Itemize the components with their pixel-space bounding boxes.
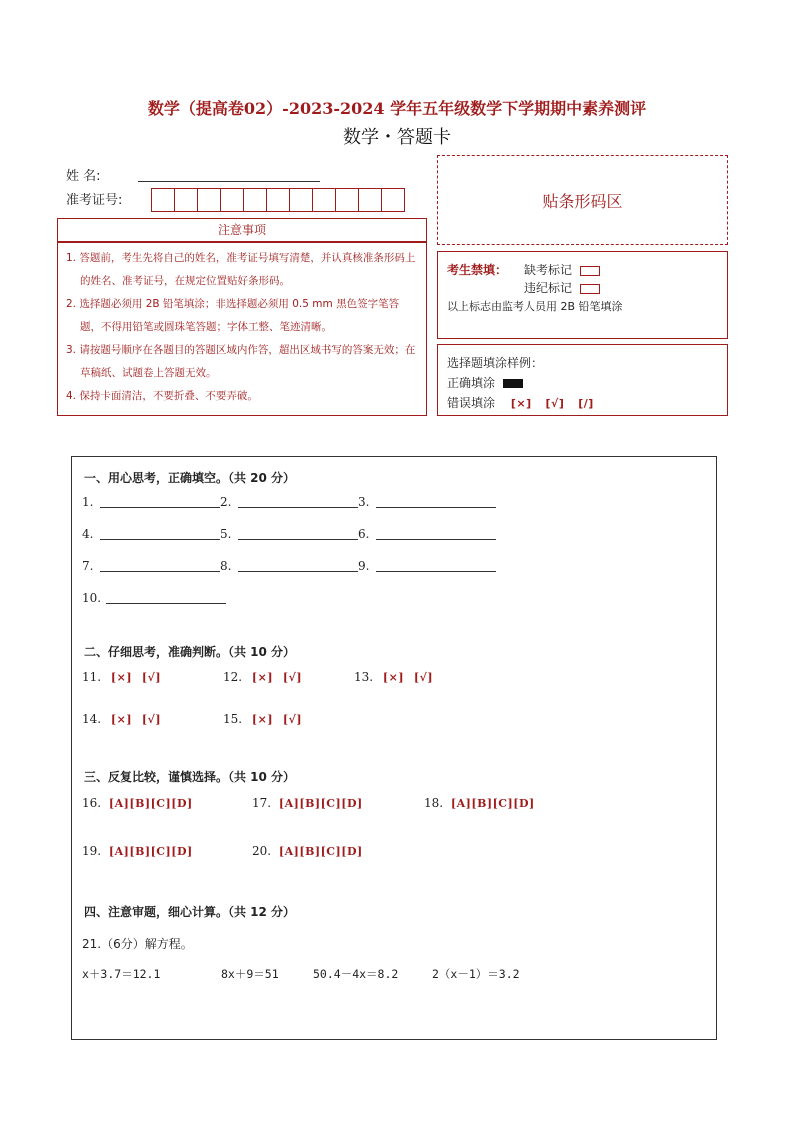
wrong-mark-check: [√] <box>545 397 565 410</box>
judge-item-12 <box>223 670 302 684</box>
item-number: 3. <box>358 495 370 509</box>
fill-item-10 <box>82 591 101 605</box>
judge-item-13 <box>354 670 433 684</box>
answer-blank[interactable] <box>106 591 226 604</box>
id-label: 准考证号: <box>66 193 123 208</box>
choice-item-20 <box>252 844 363 858</box>
forbidden-note: 以上标志由监考人员用 2B 铅笔填涂 <box>447 300 623 313</box>
section-4-title: 四、注意审题，细心计算。（共 12 分） <box>84 905 296 919</box>
option-right[interactable]: [√] <box>141 713 162 726</box>
item-number: 19. <box>82 844 102 858</box>
fill-item-8 <box>220 559 231 573</box>
judge-item-14 <box>82 712 161 726</box>
section-3-title: 三、反复比较，谨慎选择。（共 10 分） <box>84 770 296 784</box>
id-digit-box[interactable] <box>243 188 267 212</box>
id-digit-box[interactable] <box>151 188 175 212</box>
item-number: 5. <box>220 527 232 541</box>
violation-mark-row <box>524 279 600 296</box>
equation-4: 2（x－1）＝3.2 <box>432 967 520 981</box>
fill-item-7 <box>82 559 93 573</box>
choice-options[interactable]: [A][B][C][D] <box>450 797 535 810</box>
filled-block-sample <box>503 379 523 388</box>
fill-example-heading: 选择题填涂样例： <box>447 356 544 370</box>
choice-item-16 <box>82 796 193 810</box>
violation-mark-box[interactable] <box>580 284 600 294</box>
option-right[interactable]: [√] <box>141 671 162 684</box>
notice-item: 4. 保持卡面清洁，不要折叠、不要弄破。 <box>66 390 258 402</box>
choice-options[interactable]: [A][B][C][D] <box>108 797 193 810</box>
choice-item-19 <box>82 844 193 858</box>
item-number: 1. <box>82 495 94 509</box>
answer-blank[interactable] <box>376 559 496 572</box>
option-wrong[interactable]: [×] <box>251 713 274 726</box>
name-field[interactable] <box>138 180 320 182</box>
item-number: 7. <box>82 559 94 573</box>
choice-options[interactable]: [A][B][C][D] <box>108 845 193 858</box>
fill-item-6 <box>358 527 369 541</box>
item-number: 14. <box>82 712 102 726</box>
barcode-area-label: 贴条形码区 <box>542 191 623 211</box>
section-2-title: 二、仔细思考，准确判断。（共 10 分） <box>84 645 296 659</box>
fill-item-3 <box>358 495 369 509</box>
fill-example-box <box>437 344 728 416</box>
exam-title: 数学（提高卷02）-2023-2024 学年五年级数学下学期期中素养测评 <box>147 99 647 118</box>
item-number: 11. <box>82 670 102 684</box>
item-number: 17. <box>252 796 272 810</box>
answer-blank[interactable] <box>238 527 358 540</box>
wrong-mark-slash: [/] <box>578 397 594 410</box>
absent-mark-row <box>524 261 600 278</box>
id-digit-box[interactable] <box>381 188 405 212</box>
item-number: 9. <box>358 559 370 573</box>
item-number: 2. <box>220 495 232 509</box>
judge-item-15 <box>223 712 302 726</box>
id-digit-box[interactable] <box>174 188 198 212</box>
notice-item: 3. 请按题号顺序在各题目的答题区域内作答，超出区域书写的答案无效；在草稿纸、试题卷上答题无效。 <box>66 344 416 379</box>
notice-item: 1. 答题前，考生先将自己的姓名，准考证号填写清楚，并认真核准条形码上的姓名、准考证号，在规定位置贴好条形码。 <box>66 252 416 287</box>
item-number: 13. <box>354 670 374 684</box>
id-digit-box[interactable] <box>220 188 244 212</box>
correct-fill-row <box>447 374 523 391</box>
fill-item-9 <box>358 559 369 573</box>
item-number: 6. <box>358 527 370 541</box>
equation-1: x＋3.7＝12.1 <box>82 967 161 981</box>
question-21: 21.（6分）解方程。 <box>82 937 193 951</box>
item-number: 8. <box>220 559 232 573</box>
choice-item-18 <box>424 796 535 810</box>
answer-blank[interactable] <box>376 495 496 508</box>
fill-item-1 <box>82 495 93 509</box>
option-right[interactable]: [√] <box>282 671 303 684</box>
option-right[interactable]: [√] <box>282 713 303 726</box>
id-digit-box[interactable] <box>197 188 221 212</box>
name-label: 姓 名: <box>66 169 101 184</box>
absent-mark-box[interactable] <box>580 266 600 276</box>
item-number: 15. <box>223 712 243 726</box>
section-1-title: 一、用心思考，正确填空。（共 20 分） <box>84 471 296 485</box>
id-digit-box[interactable] <box>335 188 359 212</box>
choice-item-17 <box>252 796 363 810</box>
option-wrong[interactable]: [×] <box>251 671 274 684</box>
option-right[interactable]: [√] <box>413 671 434 684</box>
examiner-only-box <box>437 251 728 339</box>
item-number: 10. <box>82 591 102 605</box>
answer-sheet-subtitle: 数学・答题卡 <box>343 127 451 148</box>
absent-mark-label: 缺考标记 <box>524 263 573 277</box>
notice-heading: 注意事项 <box>57 218 427 242</box>
item-number: 4. <box>82 527 94 541</box>
answer-blank[interactable] <box>376 527 496 540</box>
id-digit-box[interactable] <box>312 188 336 212</box>
item-number: 16. <box>82 796 102 810</box>
wrong-mark-x: [×] <box>510 397 532 410</box>
choice-options[interactable]: [A][B][C][D] <box>278 797 363 810</box>
answer-area <box>71 456 717 1040</box>
choice-options[interactable]: [A][B][C][D] <box>278 845 363 858</box>
fill-item-5 <box>220 527 231 541</box>
forbidden-label: 考生禁填： <box>447 263 508 277</box>
correct-fill-label: 正确填涂 <box>447 376 496 390</box>
id-number-boxes[interactable] <box>151 188 404 212</box>
answer-blank[interactable] <box>238 559 358 572</box>
id-digit-box[interactable] <box>289 188 313 212</box>
equation-3: 50.4－4x＝8.2 <box>313 967 399 981</box>
answer-blank[interactable] <box>100 495 220 508</box>
barcode-area <box>437 155 728 245</box>
item-number: 20. <box>252 844 272 858</box>
option-wrong[interactable]: [×] <box>110 671 133 684</box>
violation-mark-label: 违纪标记 <box>524 281 573 295</box>
item-number: 12. <box>223 670 243 684</box>
judge-item-11 <box>82 670 161 684</box>
fill-item-2 <box>220 495 231 509</box>
answer-blank[interactable] <box>238 495 358 508</box>
wrong-fill-row <box>447 394 594 411</box>
notice-item: 2. 选择题必须用 2B 铅笔填涂；非选择题必须用 0.5 mm 黑色签字笔答题，不得用铅笔或圆珠笔答题；字体工整、笔迹清晰。 <box>66 298 400 333</box>
option-wrong[interactable]: [×] <box>382 671 405 684</box>
answer-blank[interactable] <box>100 559 220 572</box>
id-digit-box[interactable] <box>266 188 290 212</box>
notice-box <box>57 242 427 416</box>
id-digit-box[interactable] <box>358 188 382 212</box>
option-wrong[interactable]: [×] <box>110 713 133 726</box>
item-number: 18. <box>424 796 444 810</box>
fill-item-4 <box>82 527 93 541</box>
equation-2: 8x＋9＝51 <box>221 967 279 981</box>
wrong-fill-label: 错误填涂 <box>447 396 496 410</box>
answer-blank[interactable] <box>100 527 220 540</box>
